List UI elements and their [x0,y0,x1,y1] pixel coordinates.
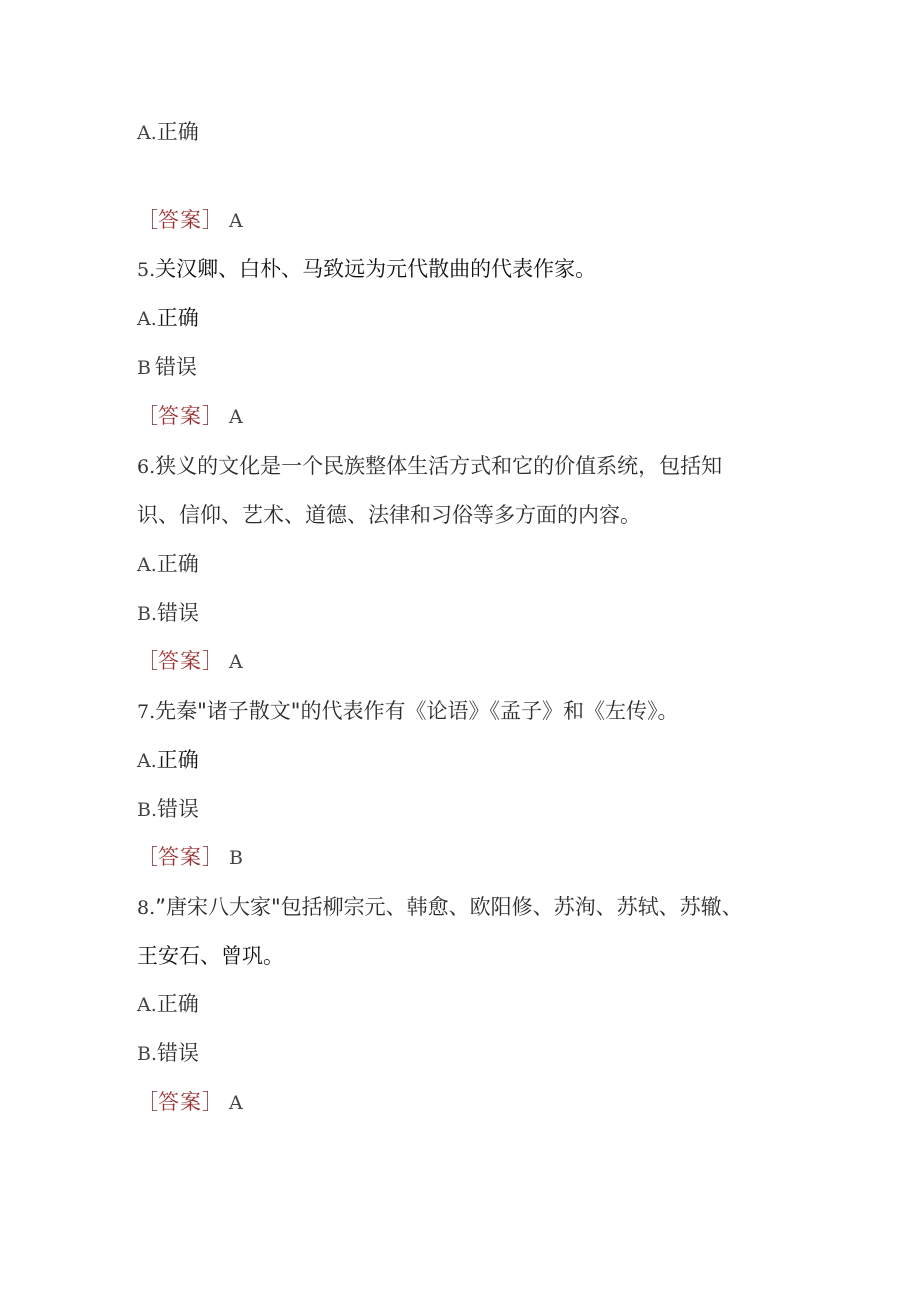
option-text: 错误 [157,797,200,821]
option-letter: A. [137,554,157,576]
question-text: 关汉卿、白朴、马致远为元代散曲的代表作家。 [155,257,597,281]
answer-q7 [137,843,243,872]
option-text: 错误 [157,601,200,625]
option-b-q6 [137,599,199,628]
answer-close-bracket: ］ [202,208,223,232]
option-letter: A. [137,994,157,1016]
answer-label: 答案 [158,208,202,232]
answer-close-bracket: ］ [202,1090,223,1114]
option-text: 正确 [156,992,199,1016]
option-b-q8 [137,1039,199,1068]
answer-open-bracket: ［ [137,845,158,869]
answer-open-bracket: ［ [137,649,158,673]
answer-close-bracket: ］ [202,404,223,428]
question-text: 狭义的文化是一个民族整体生活方式和它的价值系统，包括知 [155,454,723,478]
option-a-q5 [137,304,199,333]
option-letter: B. [137,799,158,821]
question-text: 识、信仰、艺术、道德、法律和习俗等多方面的内容。 [137,503,641,527]
question-5 [137,255,596,284]
question-text: 王安石、曾巩。 [137,944,284,968]
answer-q8 [137,1088,243,1117]
answer-q4 [137,206,243,235]
option-b-q5 [137,353,197,382]
question-8-continued [137,942,284,970]
answer-q6 [137,647,243,676]
answer-value: A [229,1092,243,1114]
option-a-q7 [137,746,199,775]
option-letter: A. [137,122,157,144]
option-text: 错误 [157,1041,200,1065]
answer-label: 答案 [158,845,202,869]
option-b-q7 [137,795,199,824]
option-text: 错误 [154,355,197,379]
answer-label: 答案 [158,1090,202,1114]
option-a-q8 [137,990,199,1019]
answer-value: A [229,210,243,232]
answer-open-bracket: ［ [137,1090,158,1114]
question-number: 8. [137,897,156,919]
option-letter: B. [137,1043,158,1065]
option-letter: A. [137,308,157,330]
question-6-continued [137,501,641,529]
option-text: 正确 [156,306,199,330]
question-number: 6. [137,456,156,478]
option-text: 正确 [156,552,199,576]
option-a-q6 [137,550,199,579]
question-6 [137,452,722,481]
question-8 [137,893,743,922]
option-text: 正确 [156,120,199,144]
answer-close-bracket: ］ [202,845,223,869]
answer-value: A [229,406,243,428]
answer-open-bracket: ［ [137,208,158,232]
question-text: ”唐宋八大家"包括柳宗元、韩愈、欧阳修、苏洵、苏轼、苏辙、 [155,895,743,919]
question-7 [137,697,678,726]
option-a-q4 [137,118,199,147]
answer-value: A [229,651,243,673]
option-text: 正确 [156,748,199,772]
answer-open-bracket: ［ [137,404,158,428]
answer-close-bracket: ］ [202,649,223,673]
question-number: 7. [137,701,156,723]
answer-label: 答案 [158,649,202,673]
option-letter: B [137,357,151,379]
answer-label: 答案 [158,404,202,428]
question-text: 先秦"诸子散文"的代表作有《论语》《孟子》和《左传》。 [155,699,679,723]
answer-q5 [137,402,243,431]
option-letter: B. [137,603,158,625]
answer-value: B [229,847,243,869]
option-letter: A. [137,750,157,772]
question-number: 5. [137,259,156,281]
